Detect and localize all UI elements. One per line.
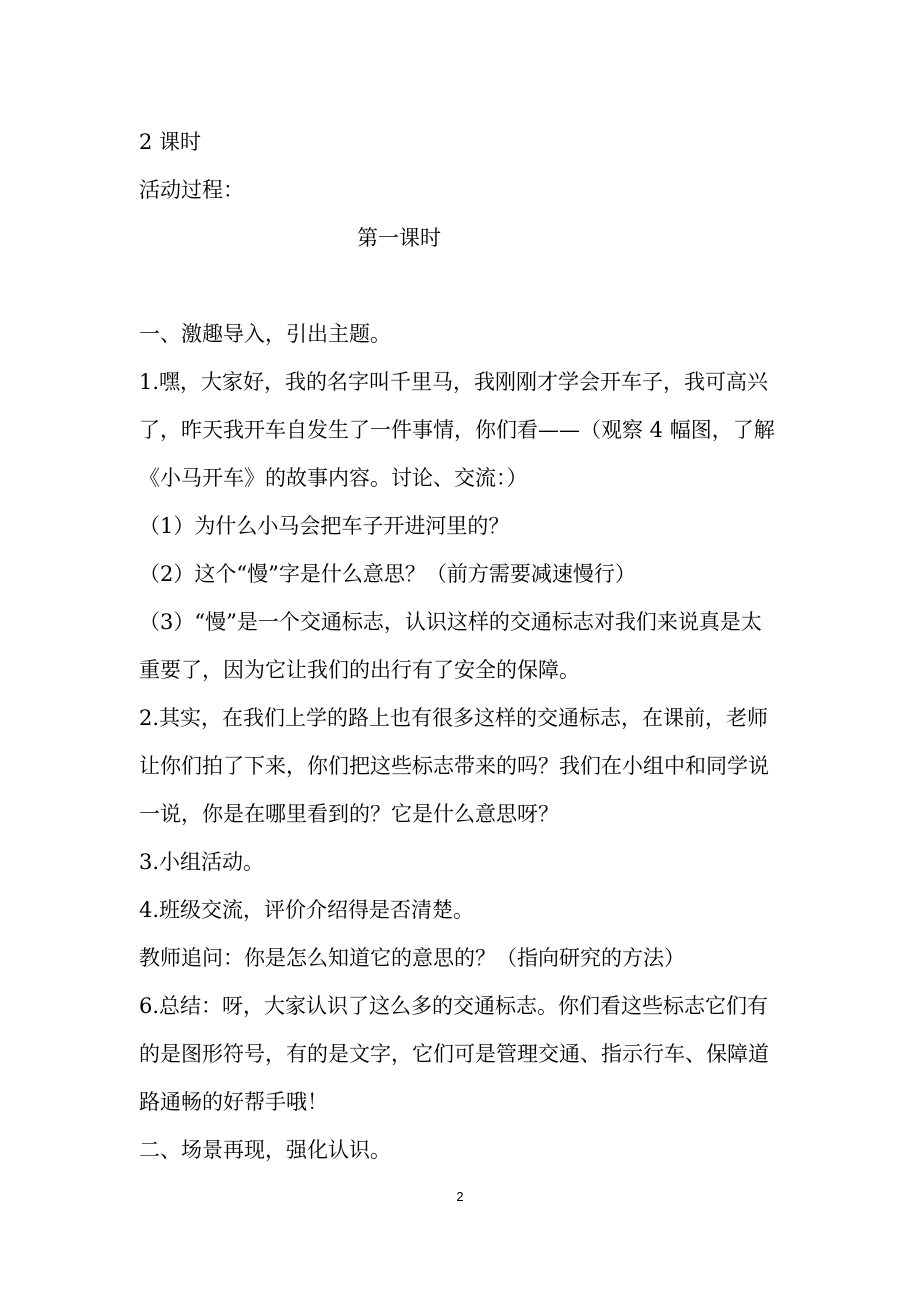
lesson-duration: 2 课时 — [139, 130, 202, 154]
paragraph-line: 6.总结：呀，大家认识了这么多的交通标志。你们看这些标志它们有 — [139, 994, 769, 1018]
activity-process-heading: 活动过程： — [139, 178, 244, 202]
question-three: （3）“慢”是一个交通标志，认识这样的交通标志对我们来说真是太 — [139, 610, 762, 634]
paragraph-line: 《小马开车》的故事内容。讨论、交流：） — [139, 466, 528, 490]
paragraph-line: 让你们拍了下来，你们把这些标志带来的吗？我们在小组中和同学说 — [139, 754, 769, 778]
paragraph-line: 3.小组活动。 — [139, 850, 265, 874]
page-number: 2 — [456, 1189, 464, 1204]
paragraph-line: 教师追问：你是怎么知道它的意思的？（指向研究的方法） — [139, 946, 685, 970]
paragraph-line: 1.嘿，大家好，我的名字叫千里马，我刚刚才学会开车子，我可高兴 — [139, 370, 769, 394]
blank-line — [139, 262, 789, 310]
paragraph-line: 一说，你是在哪里看到的？它是什么意思呀？ — [139, 802, 559, 826]
section-heading-two: 二、场景再现，强化认识。 — [139, 1138, 391, 1162]
paragraph-line: 了，昨天我开车自发生了一件事情，你们看——（观察 4 幅图，了解 — [139, 418, 775, 442]
document-body — [139, 118, 789, 1174]
first-lesson-heading: 第一课时 — [357, 226, 441, 250]
question-two: （2）这个“慢”字是什么意思？（前方需要减速慢行） — [139, 562, 636, 586]
paragraph-line: 路通畅的好帮手哦！ — [139, 1090, 328, 1114]
section-heading-one: 一、激趣导入，引出主题。 — [139, 322, 391, 346]
paragraph-line: 的是图形符号，有的是文字，它们可是管理交通、指示行车、保障道 — [139, 1042, 769, 1066]
paragraph-line: 4.班级交流，评价介绍得是否清楚。 — [139, 898, 475, 922]
paragraph-line: 重要了，因为它让我们的出行有了安全的保障。 — [139, 658, 580, 682]
question-one: （1）为什么小马会把车子开进河里的？ — [139, 514, 510, 538]
paragraph-line: 2.其实，在我们上学的路上也有很多这样的交通标志，在课前，老师 — [139, 706, 769, 730]
